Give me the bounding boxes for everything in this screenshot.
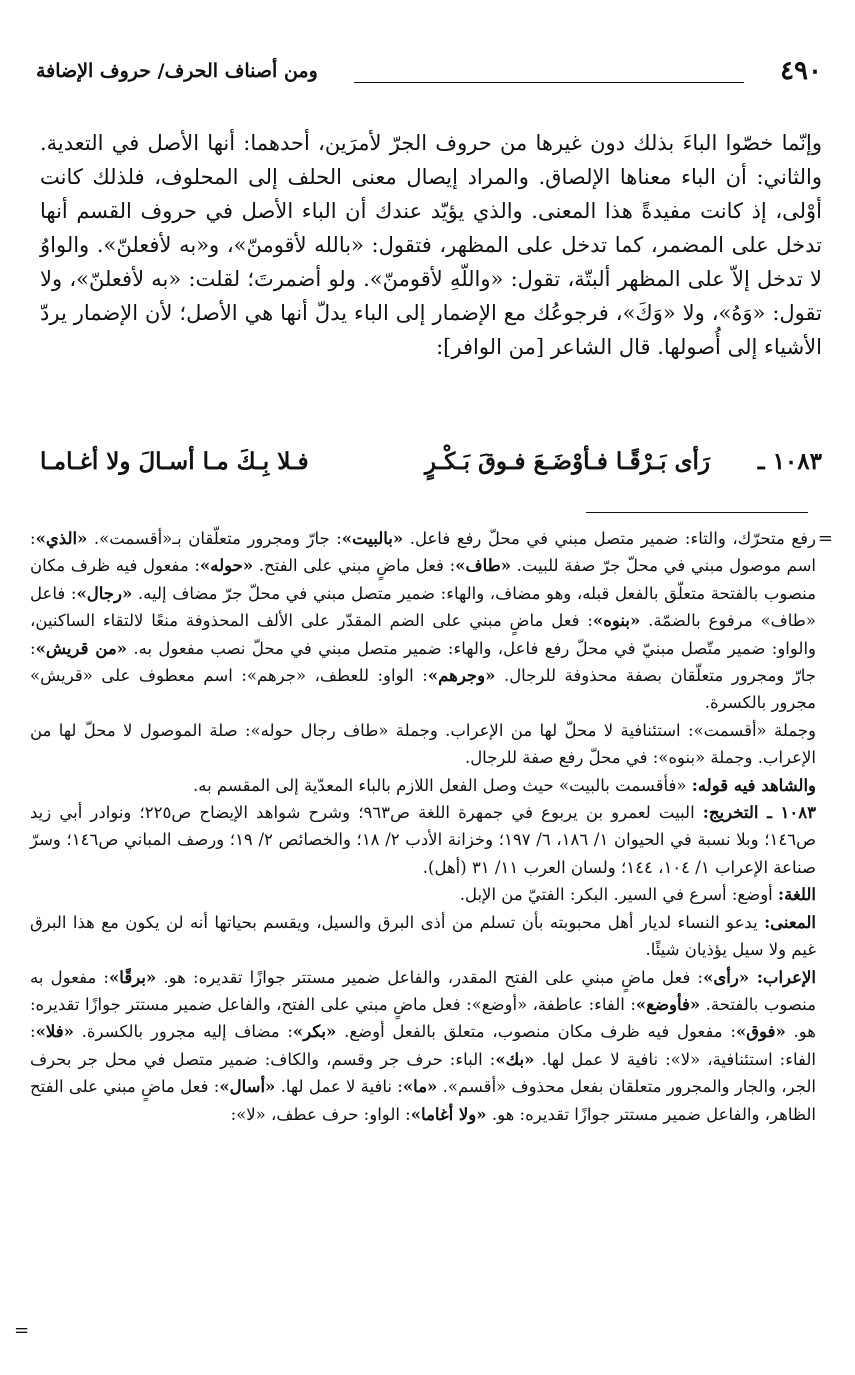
text-run: : فاعل «طاف» مرفوع بالضمّة. — [30, 583, 816, 631]
text-run: : جارّ ومجرور متعلّقان بصفة محذوفة للرجال. — [30, 638, 816, 686]
bold-term: «الذي» — [35, 529, 88, 548]
bold-term: «أسال» — [219, 1077, 276, 1097]
verse-number: ١٠٨٣ ـ — [757, 448, 822, 475]
page-number: ٤٩٠ — [780, 56, 822, 86]
takhrij-text: البيت لعمرو بن يربوع في جمهرة اللغة ص٩٦٣؛ وشرح شواهد الإيضاح ص٢٢٥؛ ونوادر أبي زيد ص١٤٦؛ وبلا نسبة في الحيوان ١/ ١٨٦، ٦/ ١٩٧؛ وخزانة الأدب ٢/ ١٨؛ والخصائص ٢/ ١٩؛ ورصف المباني ص١٤٦؛ وسرّ صناعة الإعراب ١/ ١٠٤، ١٤٤؛ ولسان العرب ١١/ ٣١ (أهل). — [30, 803, 817, 877]
bold-term: «وجرهم» — [427, 666, 496, 686]
footnote-i3rab-continued — [30, 525, 816, 717]
text-run: : مفعول فيه ظرف مكان منصوب، متعلق بالفعل أوضع. — [336, 1022, 736, 1042]
text-run: : مفعول به منصوب بالفتحة. — [30, 967, 816, 1014]
bold-term: «فوق» — [735, 1022, 786, 1042]
footnote-sentences: وجملة «أقسمت»: استئنافية لا محلّ لها من الإعراب. وجملة «طاف رجال حوله»: صلة الموصول لا محلّ لها من الإعراب. وجملة «بنوه»: في محلّ رفع صفة للرجال. — [30, 720, 816, 768]
evidence-text: «فأقسمت بالبيت» حيث وصل الفعل اللازم بالباء المعدّية إلى المقسم به. — [193, 775, 692, 795]
text-run: : فعل ماضٍ مبني على الضم المقدّر على الألف المحذوفة منعًا لالتقاء الساكنين، والواو: ضمير متّصل مبنيّ في محلّ رفع فاعل، والهاء: ضمير متصل مبني في محلّ نصب مفعول به. — [30, 611, 816, 658]
running-title: ومن أصناف الحرف/ حروف الإضافة — [36, 60, 318, 82]
footnote-lugha — [30, 881, 816, 908]
text-run: : الباء: حرف جر وقسم، والكاف: ضمير متصل في محل جر بحرف الجر، والجار والمجرور متعلقان بفعل محذوف «أقسم». — [30, 1049, 816, 1097]
bold-term: «بك» — [495, 1049, 535, 1069]
bold-term: «فأوضع» — [635, 994, 701, 1014]
header-rule — [354, 82, 744, 83]
text-run: : فعل ماضٍ مبني على الفتح. — [253, 556, 456, 576]
text-run: : اسم موصول مبني في محلّ جرّ صفة للبيت. — [30, 529, 817, 576]
text-run: : الفاء: استئنافية، «لا»: نافية لا عمل لها. — [30, 1022, 816, 1069]
text-run: رفع متحرّك، والتاء: ضمير متصل مبني في محلّ رفع فاعل. — [403, 529, 816, 548]
text-run: : مضاف إليه مجرور بالكسرة. — [73, 1022, 293, 1042]
footnote-takhrij — [30, 799, 816, 881]
footnote-evidence — [30, 772, 816, 799]
text-run: : الفاء: عاطفة، «أوضع»: فعل ماضٍ مبني على الفتح، والفاعل ضمير مستتر جوازًا تقديره: هو. — [30, 994, 816, 1042]
bold-term: «برقًا» — [108, 967, 157, 987]
maana-label: المعنى: — [764, 912, 816, 932]
bold-term: الإعراب: «رأى» — [703, 967, 816, 987]
bold-term: «رجال» — [76, 583, 133, 603]
main-text-block — [40, 126, 822, 364]
main-paragraph: وإنّما خصّوا الباءَ بذلك دون غيرها من حروف الجرّ لأمرَين، أحدهما: أنها الأصل في التعدية. والثاني: أن الباء معناها الإلصاق. والمراد إيصال معنى الحلف إلى المحلوف، فلذلك كانت أوْلى، إذ كانت مفيدةً هذا المعنى. والذي يؤيّد عندك أن الباء الأصل في حروف القسم أنها تدخل على المضمر، كما تدخل على المظهر، فتقول: «بالله لأقومنّ»، و«به لأفعلنّ». والواوُ لا تدخل إلاّ على المظهر ألبتّة، تقول: «واللّهِ لأقومنّ». ولو أضمرتَ؛ لقلت: «به لأفعلنّ»، ولا تقول: «وَهُ»، ولا «وَكَ»، فرجوعُك مع الإضمار إلى الباء يدلّ أنها هي الأصل؛ لأن الإضمار يردّ الأشياء إلى أُصولها. قال الشاعر [من الوافر]: — [40, 131, 822, 359]
text-run: : نافية لا عمل لها. — [275, 1077, 403, 1097]
verse-first-hemistich: رَأى بَـرْقًـا فـأوْضَـعَ فـوقَ بَـكْـرٍ — [424, 448, 710, 475]
bold-term: «من قريش» — [35, 638, 128, 658]
footnotes-block — [30, 525, 816, 1128]
footnote-maana — [30, 909, 816, 964]
bold-term: «طاف» — [455, 556, 512, 576]
verse-second-hemistich: فـلا بِـكَ مـا أسـالَ ولا أغـامـا — [40, 448, 309, 475]
bold-term: «ما» — [402, 1077, 438, 1097]
bold-term: «بكر» — [292, 1022, 337, 1042]
text-run: : الواو: حرف عطف، «لا»: — [230, 1104, 411, 1124]
continuation-marker-end: = — [14, 1320, 30, 1341]
bold-term: «ولا أغاما» — [410, 1104, 487, 1124]
bold-term: «فلا» — [35, 1022, 74, 1042]
verse-line — [40, 446, 822, 488]
text-run: : فعل ماضٍ مبني على الفتح المقدر، والفاعل ضمير مستتر جوازًا تقديره: هو. — [156, 967, 704, 987]
text-run: : الواو: للعطف، «جرهم»: اسم معطوف على «قريش» مجرور بالكسرة. — [30, 666, 816, 713]
text-run: : جارّ ومجرور متعلّقان بـ«أقسمت». — [87, 529, 342, 548]
text-run: : مفعول فيه ظرف مكان منصوب بالفتحة متعلّق بالفعل قبله، وهو مضاف، والهاء: ضمير متصل مبني في محلّ جرّ مضاف إليه. — [30, 556, 816, 603]
maana-text: يدعو النساء لديار أهل محبوبته بأن تسلم من أذى البرق والسيل، ويقسم بحياتها أنه لن يكون مع هذا البرق غيم ولا سيل يؤذيان شيئًا. — [30, 912, 816, 960]
running-header — [36, 56, 822, 92]
footnote-separator — [586, 512, 808, 513]
lugha-text: أوضع: أسرع في السير. البكر: الفتيّ من الإبل. — [459, 885, 779, 905]
continuation-marker-start: = — [817, 528, 833, 549]
bold-term: «بنوه» — [592, 611, 641, 631]
takhrij-label: ١٠٨٣ ـ التخريج: — [702, 803, 816, 823]
evidence-label: والشاهد فيه قوله: — [691, 775, 816, 795]
text-run: : فعل ماضٍ مبني على الفتح الظاهر، والفاعل ضمير مستتر جوازًا تقديره: هو. — [30, 1077, 816, 1124]
footnote-i3rab — [30, 964, 816, 1128]
bold-term: «حوله» — [199, 556, 254, 576]
lugha-label: اللغة: — [778, 885, 816, 905]
bold-term: «بالبيت» — [341, 529, 404, 548]
